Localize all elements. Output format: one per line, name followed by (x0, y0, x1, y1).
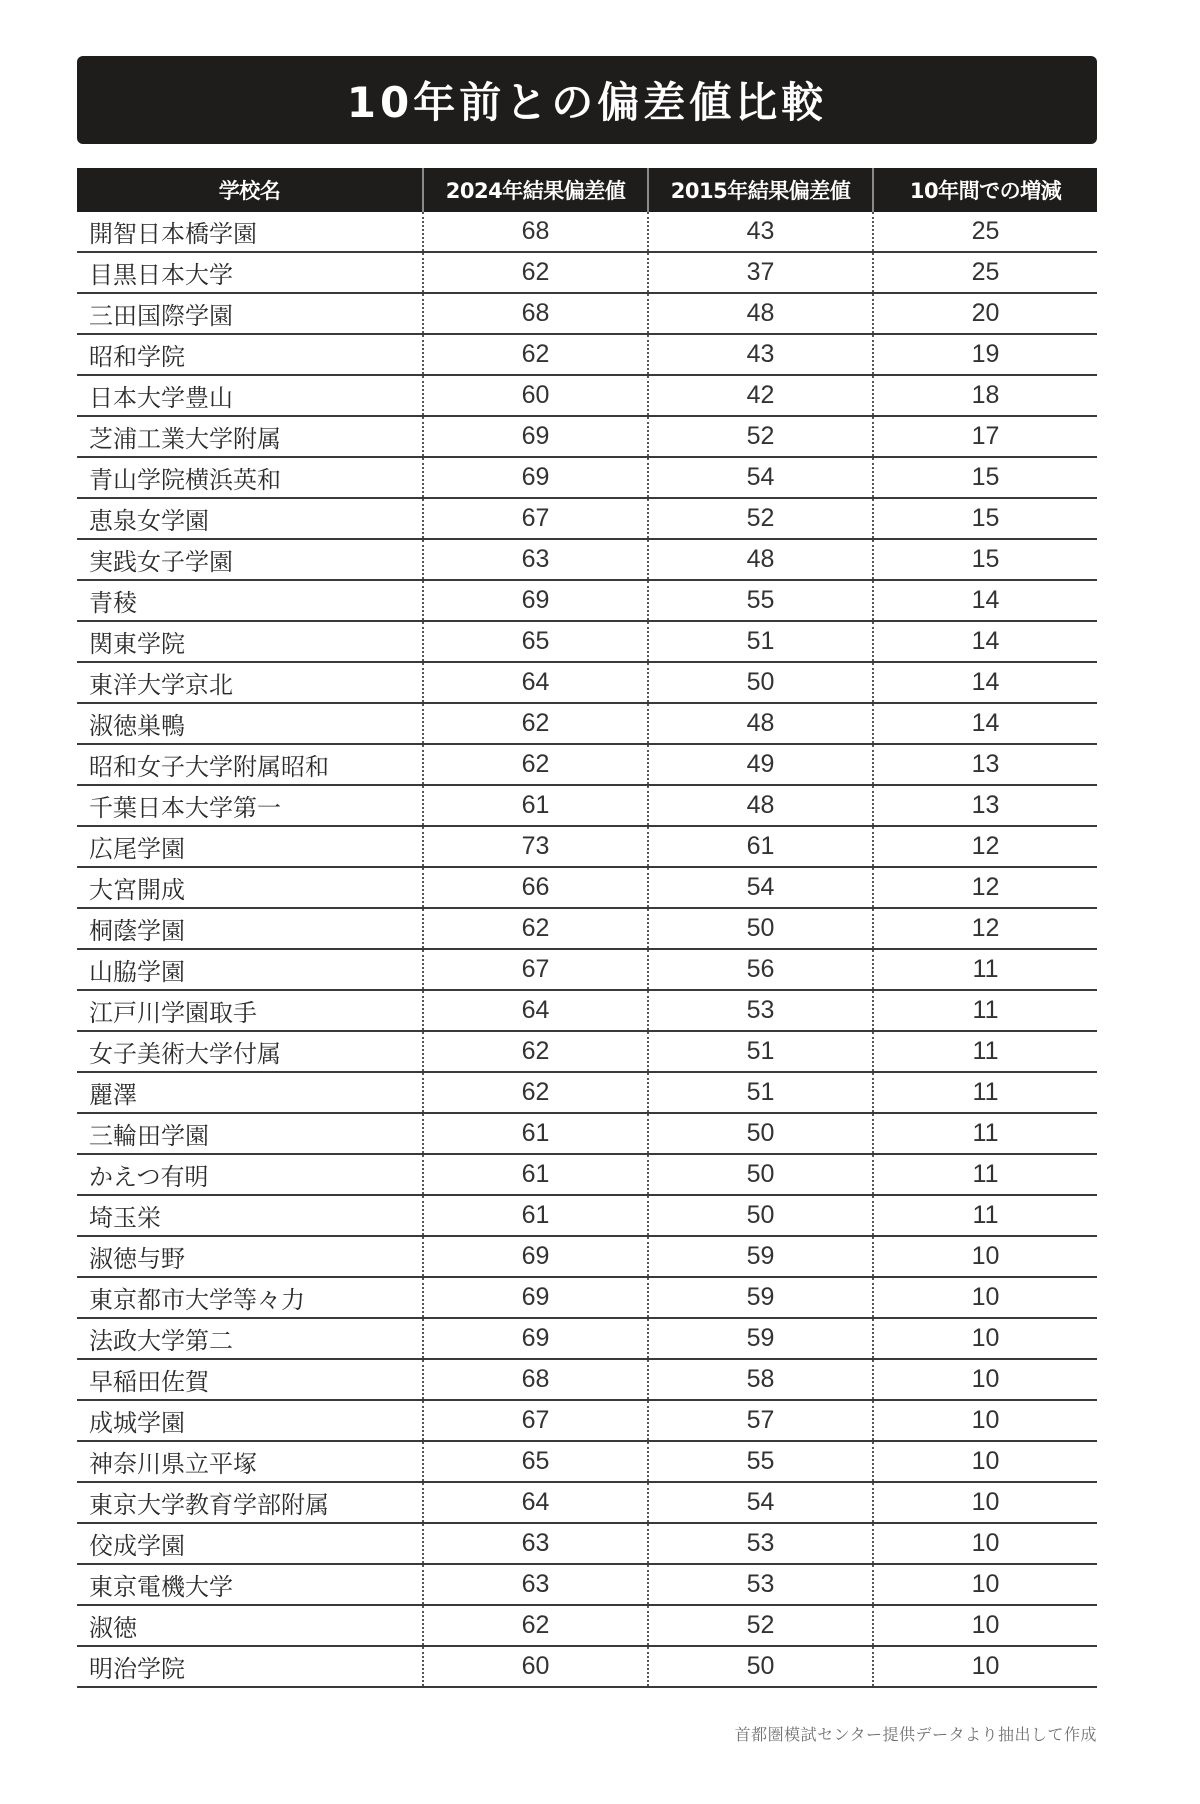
score-2024-cell: 60 (423, 1646, 648, 1687)
table-row (77, 1605, 1097, 1646)
change-cell: 14 (873, 580, 1097, 621)
table-row (77, 1154, 1097, 1195)
school-name-cell: 三田国際学園 (77, 293, 423, 334)
score-2015-cell: 61 (648, 826, 873, 867)
score-2015-cell: 53 (648, 1564, 873, 1605)
school-name-cell: 開智日本橋学園 (77, 212, 423, 252)
change-cell: 11 (873, 1195, 1097, 1236)
score-2024-cell: 64 (423, 662, 648, 703)
score-2024-cell: 64 (423, 990, 648, 1031)
school-name-cell: 淑徳与野 (77, 1236, 423, 1277)
table-row (77, 1236, 1097, 1277)
table-row (77, 1031, 1097, 1072)
table-row (77, 908, 1097, 949)
school-name-cell: 佼成学園 (77, 1523, 423, 1564)
change-cell: 13 (873, 744, 1097, 785)
table-row (77, 990, 1097, 1031)
score-2024-cell: 65 (423, 621, 648, 662)
score-2015-cell: 43 (648, 334, 873, 375)
table-row (77, 1646, 1097, 1687)
change-cell: 14 (873, 662, 1097, 703)
school-name-cell: 江戸川学園取手 (77, 990, 423, 1031)
score-2024-cell: 67 (423, 498, 648, 539)
score-2015-cell: 51 (648, 1072, 873, 1113)
school-name-cell: 成城学園 (77, 1400, 423, 1441)
table-row (77, 1318, 1097, 1359)
table-row (77, 457, 1097, 498)
change-cell: 10 (873, 1646, 1097, 1687)
score-2015-cell: 50 (648, 1646, 873, 1687)
score-2024-cell: 69 (423, 580, 648, 621)
change-cell: 25 (873, 212, 1097, 252)
table-row (77, 1359, 1097, 1400)
school-name-cell: 実践女子学園 (77, 539, 423, 580)
change-cell: 11 (873, 1113, 1097, 1154)
score-2015-cell: 43 (648, 212, 873, 252)
score-2015-cell: 50 (648, 662, 873, 703)
change-cell: 14 (873, 621, 1097, 662)
score-2015-cell: 37 (648, 252, 873, 293)
score-2024-cell: 61 (423, 1154, 648, 1195)
score-2015-cell: 42 (648, 375, 873, 416)
score-2024-cell: 62 (423, 908, 648, 949)
table-row (77, 1400, 1097, 1441)
header-10yr-change: 10年間での増減 (873, 168, 1097, 212)
score-2015-cell: 50 (648, 1113, 873, 1154)
school-name-cell: 東京大学教育学部附属 (77, 1482, 423, 1523)
table-row (77, 1195, 1097, 1236)
score-2024-cell: 63 (423, 539, 648, 580)
school-name-cell: 昭和学院 (77, 334, 423, 375)
score-2024-cell: 62 (423, 334, 648, 375)
header-2015-score: 2015年結果偏差値 (648, 168, 873, 212)
score-2024-cell: 62 (423, 744, 648, 785)
change-cell: 11 (873, 1154, 1097, 1195)
score-2024-cell: 69 (423, 1318, 648, 1359)
table-row (77, 1564, 1097, 1605)
score-2024-cell: 60 (423, 375, 648, 416)
change-cell: 11 (873, 990, 1097, 1031)
table-row (77, 498, 1097, 539)
score-2015-cell: 48 (648, 785, 873, 826)
school-name-cell: 明治学院 (77, 1646, 423, 1687)
school-name-cell: 東京電機大学 (77, 1564, 423, 1605)
change-cell: 11 (873, 1031, 1097, 1072)
school-name-cell: 山脇学園 (77, 949, 423, 990)
score-2024-cell: 61 (423, 1195, 648, 1236)
table-row (77, 1072, 1097, 1113)
table-row (77, 212, 1097, 252)
table-row (77, 416, 1097, 457)
score-2024-cell: 63 (423, 1564, 648, 1605)
change-cell: 10 (873, 1236, 1097, 1277)
score-2024-cell: 64 (423, 1482, 648, 1523)
change-cell: 10 (873, 1400, 1097, 1441)
score-2024-cell: 69 (423, 457, 648, 498)
score-2015-cell: 59 (648, 1277, 873, 1318)
school-name-cell: 淑徳 (77, 1605, 423, 1646)
table-row (77, 1523, 1097, 1564)
score-2024-cell: 69 (423, 1236, 648, 1277)
table-row (77, 867, 1097, 908)
table-row (77, 662, 1097, 703)
change-cell: 10 (873, 1482, 1097, 1523)
change-cell: 10 (873, 1564, 1097, 1605)
school-name-cell: 関東学院 (77, 621, 423, 662)
score-2015-cell: 59 (648, 1318, 873, 1359)
change-cell: 10 (873, 1605, 1097, 1646)
score-2024-cell: 62 (423, 1605, 648, 1646)
change-cell: 12 (873, 867, 1097, 908)
school-name-cell: 東洋大学京北 (77, 662, 423, 703)
change-cell: 20 (873, 293, 1097, 334)
school-name-cell: 三輪田学園 (77, 1113, 423, 1154)
table-row (77, 744, 1097, 785)
score-2015-cell: 50 (648, 1154, 873, 1195)
score-2024-cell: 63 (423, 1523, 648, 1564)
score-2024-cell: 69 (423, 416, 648, 457)
table-row (77, 539, 1097, 580)
school-name-cell: 法政大学第二 (77, 1318, 423, 1359)
score-2024-cell: 61 (423, 1113, 648, 1154)
table-row (77, 949, 1097, 990)
school-name-cell: 広尾学園 (77, 826, 423, 867)
score-2015-cell: 55 (648, 580, 873, 621)
school-name-cell: 早稲田佐賀 (77, 1359, 423, 1400)
change-cell: 15 (873, 457, 1097, 498)
change-cell: 15 (873, 498, 1097, 539)
score-2015-cell: 49 (648, 744, 873, 785)
table-row (77, 826, 1097, 867)
header-school-name: 学校名 (77, 168, 423, 212)
score-2015-cell: 51 (648, 621, 873, 662)
table-row (77, 293, 1097, 334)
table-row (77, 1441, 1097, 1482)
score-2015-cell: 48 (648, 293, 873, 334)
score-2024-cell: 66 (423, 867, 648, 908)
score-2024-cell: 62 (423, 1072, 648, 1113)
score-2015-cell: 50 (648, 1195, 873, 1236)
score-2024-cell: 65 (423, 1441, 648, 1482)
title-banner (77, 56, 1097, 144)
change-cell: 13 (873, 785, 1097, 826)
score-2015-cell: 50 (648, 908, 873, 949)
table-row (77, 580, 1097, 621)
school-name-cell: 日本大学豊山 (77, 375, 423, 416)
table-row (77, 1482, 1097, 1523)
source-note: 首都圏模試センター提供データより抽出して作成 (734, 1725, 1097, 1744)
table-header-row (77, 168, 1097, 212)
score-2015-cell: 59 (648, 1236, 873, 1277)
change-cell: 11 (873, 949, 1097, 990)
change-cell: 14 (873, 703, 1097, 744)
table-row (77, 334, 1097, 375)
score-2024-cell: 62 (423, 1031, 648, 1072)
score-2024-cell: 62 (423, 703, 648, 744)
school-name-cell: かえつ有明 (77, 1154, 423, 1195)
school-name-cell: 昭和女子大学附属昭和 (77, 744, 423, 785)
school-name-cell: 麗澤 (77, 1072, 423, 1113)
score-2015-cell: 55 (648, 1441, 873, 1482)
change-cell: 25 (873, 252, 1097, 293)
school-name-cell: 神奈川県立平塚 (77, 1441, 423, 1482)
school-name-cell: 淑徳巣鴨 (77, 703, 423, 744)
score-2024-cell: 73 (423, 826, 648, 867)
score-2015-cell: 52 (648, 416, 873, 457)
score-2015-cell: 53 (648, 1523, 873, 1564)
score-2015-cell: 51 (648, 1031, 873, 1072)
comparison-table (77, 168, 1097, 1688)
change-cell: 15 (873, 539, 1097, 580)
school-name-cell: 芝浦工業大学附属 (77, 416, 423, 457)
school-name-cell: 青山学院横浜英和 (77, 457, 423, 498)
score-2015-cell: 54 (648, 1482, 873, 1523)
score-2024-cell: 62 (423, 252, 648, 293)
page-title: 10年前との偏差値比較 (346, 78, 828, 127)
school-name-cell: 東京都市大学等々力 (77, 1277, 423, 1318)
score-2015-cell: 48 (648, 539, 873, 580)
change-cell: 12 (873, 826, 1097, 867)
school-name-cell: 千葉日本大学第一 (77, 785, 423, 826)
table-body (77, 212, 1097, 1687)
score-2024-cell: 68 (423, 212, 648, 252)
score-2024-cell: 68 (423, 293, 648, 334)
score-2015-cell: 52 (648, 498, 873, 539)
header-2024-score: 2024年結果偏差値 (423, 168, 648, 212)
change-cell: 10 (873, 1359, 1097, 1400)
school-name-cell: 青稜 (77, 580, 423, 621)
change-cell: 17 (873, 416, 1097, 457)
score-2015-cell: 52 (648, 1605, 873, 1646)
change-cell: 10 (873, 1277, 1097, 1318)
change-cell: 10 (873, 1523, 1097, 1564)
table-row (77, 785, 1097, 826)
score-2015-cell: 54 (648, 867, 873, 908)
table-row (77, 1277, 1097, 1318)
score-2024-cell: 67 (423, 949, 648, 990)
score-2024-cell: 69 (423, 1277, 648, 1318)
change-cell: 18 (873, 375, 1097, 416)
score-2024-cell: 67 (423, 1400, 648, 1441)
school-name-cell: 恵泉女学園 (77, 498, 423, 539)
change-cell: 12 (873, 908, 1097, 949)
change-cell: 19 (873, 334, 1097, 375)
school-name-cell: 大宮開成 (77, 867, 423, 908)
table-row (77, 703, 1097, 744)
change-cell: 10 (873, 1318, 1097, 1359)
change-cell: 11 (873, 1072, 1097, 1113)
score-2015-cell: 56 (648, 949, 873, 990)
table-row (77, 621, 1097, 662)
table-row (77, 375, 1097, 416)
score-2015-cell: 53 (648, 990, 873, 1031)
table-row (77, 252, 1097, 293)
change-cell: 10 (873, 1441, 1097, 1482)
score-2024-cell: 68 (423, 1359, 648, 1400)
score-2015-cell: 48 (648, 703, 873, 744)
school-name-cell: 埼玉栄 (77, 1195, 423, 1236)
table-row (77, 1113, 1097, 1154)
score-2015-cell: 54 (648, 457, 873, 498)
score-2015-cell: 58 (648, 1359, 873, 1400)
school-name-cell: 目黒日本大学 (77, 252, 423, 293)
score-2024-cell: 61 (423, 785, 648, 826)
score-2015-cell: 57 (648, 1400, 873, 1441)
school-name-cell: 女子美術大学付属 (77, 1031, 423, 1072)
school-name-cell: 桐蔭学園 (77, 908, 423, 949)
